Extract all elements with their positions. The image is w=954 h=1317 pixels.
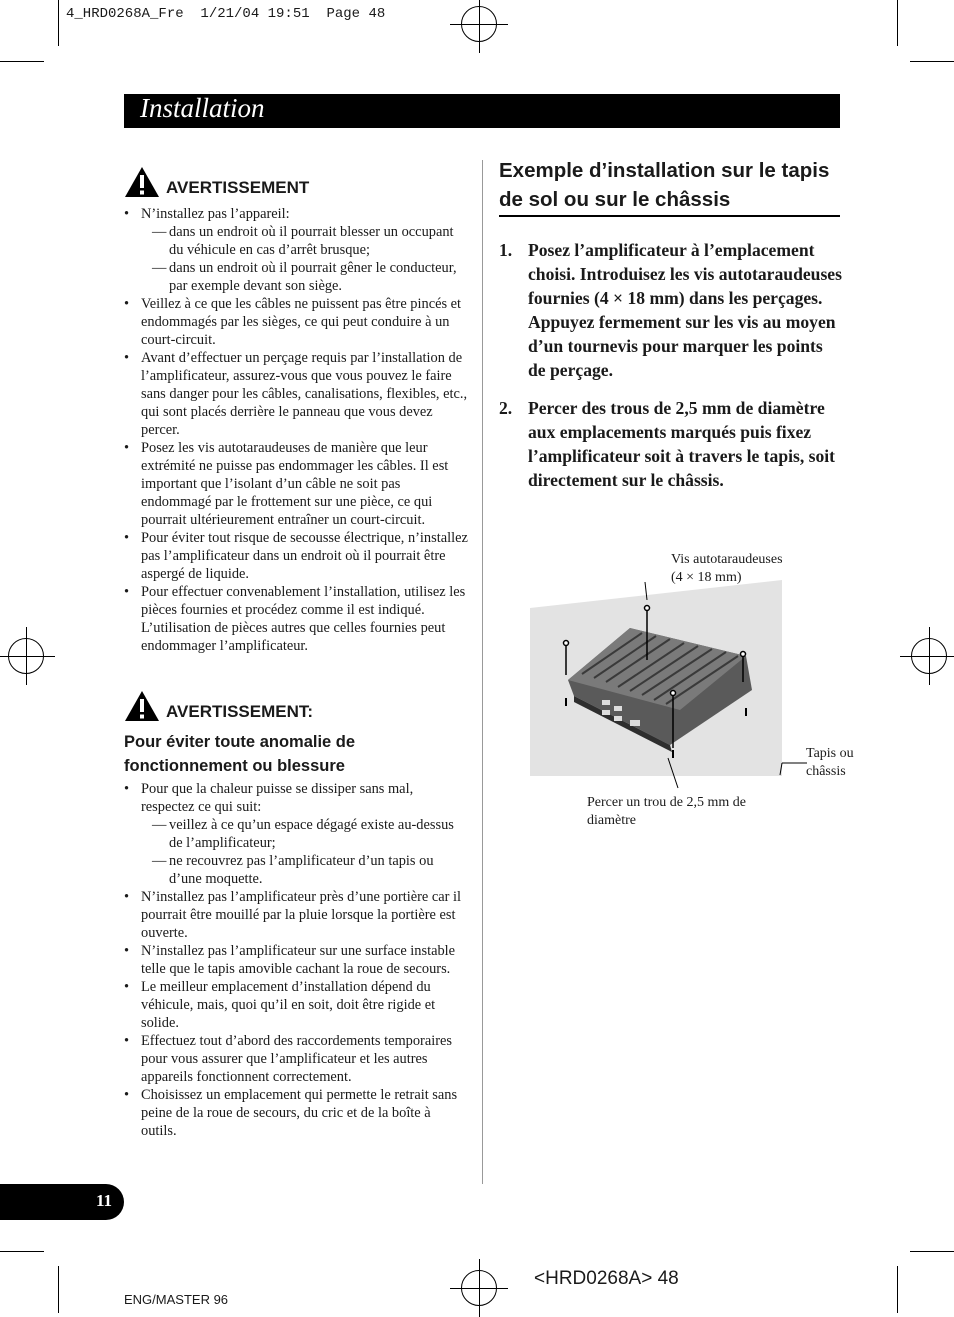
crop-mark [897, 1266, 898, 1313]
list-item: • N’installez pas l’amplificateur sur une surface instable telle que le tapis amovible cachant la roue de secours. [124, 942, 469, 978]
list-item: • Effectuez tout d’abord des raccordements temporaires pour vous assurer que l’amplificateur et les autres appareils fonctionnent correctement. [124, 1032, 469, 1086]
list-item: • Posez les vis autotaraudeuses de manière que leur extrémité ne puisse pas endommager les câbles. Il est important que l’isolant d’un câble ne soit pas endommagé par le frottement sur une pièce, ce qui pourrait ultérieurement entraîner un court-circuit. [124, 439, 469, 529]
crop-mark [0, 61, 44, 62]
crop-mark [58, 0, 59, 46]
crop-mark [0, 1251, 44, 1252]
floor-callout: Tapis ou châssis [806, 746, 854, 779]
registration-mark [8, 638, 44, 674]
list-item: • Pour éviter tout risque de secousse électrique, n’installez pas l’amplificateur dans un endroit où il pourrait être aspergé de liquide. [124, 529, 469, 583]
footer-code: <HRD0268A> 48 [534, 1268, 679, 1289]
section-banner [124, 94, 840, 128]
step-item [499, 396, 844, 492]
warning-icon [124, 690, 160, 722]
sub-list-item: — ne recouvrez pas l’amplificateur d’un tapis ou d’une moquette. [141, 852, 469, 888]
registration-mark [461, 6, 497, 42]
title-rule [499, 215, 840, 217]
crop-mark [58, 1266, 59, 1313]
list-item: • Veillez à ce que les câbles ne puissent pas être pincés et endommagés par les sièges, ce qui peut conduire à un court-circuit. [124, 295, 469, 349]
installation-steps [499, 238, 844, 506]
list-item: • Choisissez un emplacement qui permette le retrait sans peine de la roue de secours, du cric et de la boîte à outils. [124, 1086, 469, 1140]
step-text: Percer des trous de 2,5 mm de diamètre aux emplacements marqués puis fixez l’amplificateur soit à travers le tapis, soit directement sur le châssis. [528, 398, 836, 490]
step-number: 2. [499, 398, 513, 418]
warning-label: AVERTISSEMENT: [166, 702, 314, 721]
print-slug: 4_HRD0268A_Fre 1/21/04 19:51 Page 48 [66, 6, 386, 22]
section-title: Installation [140, 93, 265, 123]
registration-mark [911, 638, 947, 674]
screws-callout: Vis autotaraudeuses (4 × 18 mm) [671, 552, 783, 585]
list-item: • Pour que la chaleur puisse se dissiper sans mal, respectez ce qui suit: — veillez à ce qu’un espace dégagé existe au-dessus de l’amplificateur; — ne recouvrez pas l’amplificateur d’un tapis ou d’une moquette. [124, 780, 469, 888]
list-item: • Le meilleur emplacement d’installation dépend du véhicule, mais, quoi qu’il en soit, doit être rigide et solide. [124, 978, 469, 1032]
step-text: Posez l’amplificateur à l’emplacement choisi. Introduisez les vis autotaraudeuses fournies (4 × 18 mm) dans les perçages. Appuyez fermement sur les vis au moyen d’un tournevis pour marquer les points de perçage. [528, 240, 842, 380]
registration-mark [461, 1270, 497, 1306]
warning-list-2 [124, 780, 469, 1140]
footer-master: ENG/MASTER 96 [124, 1292, 229, 1307]
crop-mark [910, 1251, 954, 1252]
sub-list-item: — dans un endroit où il pourrait gêner le conducteur, par exemple devant son siège. [141, 259, 469, 295]
list-item: • N’installez pas l’appareil: — dans un endroit où il pourrait blesser un occupant du véhicule en cas d’arrêt brusque; — dans un endroit où il pourrait gêner le conducteur, par exemple devant son siège. [124, 205, 469, 295]
column-divider [482, 160, 483, 1184]
right-title: Exemple d’installation sur le tapis de sol ou sur le châssis [499, 159, 830, 211]
warning-label: AVERTISSEMENT [166, 178, 310, 197]
crop-mark [910, 61, 954, 62]
list-item: • Avant d’effectuer un perçage requis par l’installation de l’amplificateur, assurez-vous que vous pouvez le faire sans danger pour les câbles, canalisations, flexibles, etc., qui sont placés derrière le panneau que vous devez percer. [124, 349, 469, 439]
amplifier-installation-illustration [520, 570, 830, 800]
page-number: 11 [96, 1191, 113, 1210]
page-number-badge [0, 1184, 124, 1220]
hole-callout: Percer un trou de 2,5 mm de diamètre [587, 795, 747, 828]
warning-subheading: Pour éviter toute anomalie de fonctionnement ou blessure [124, 733, 356, 775]
list-item: • Pour effectuer convenablement l’installation, utilisez les pièces fournies et procédez comme il est indiqué. L’utilisation de pièces autres que celles fournies peut endommager l’amplificateur. [124, 583, 469, 655]
step-number: 1. [499, 240, 513, 260]
warning-icon [124, 166, 160, 198]
crop-mark [897, 0, 898, 46]
list-item: • N’installez pas l’amplificateur près d’une portière car il pourrait être mouillé par la pluie lorsque la portière est ouverte. [124, 888, 469, 942]
sub-list-item: — veillez à ce qu’un espace dégagé existe au-dessus de l’amplificateur; [141, 816, 469, 852]
step-item [499, 238, 844, 382]
warning-list-1 [124, 205, 469, 655]
sub-list-item: — dans un endroit où il pourrait blesser un occupant du véhicule en cas d’arrêt brusque; [141, 223, 469, 259]
